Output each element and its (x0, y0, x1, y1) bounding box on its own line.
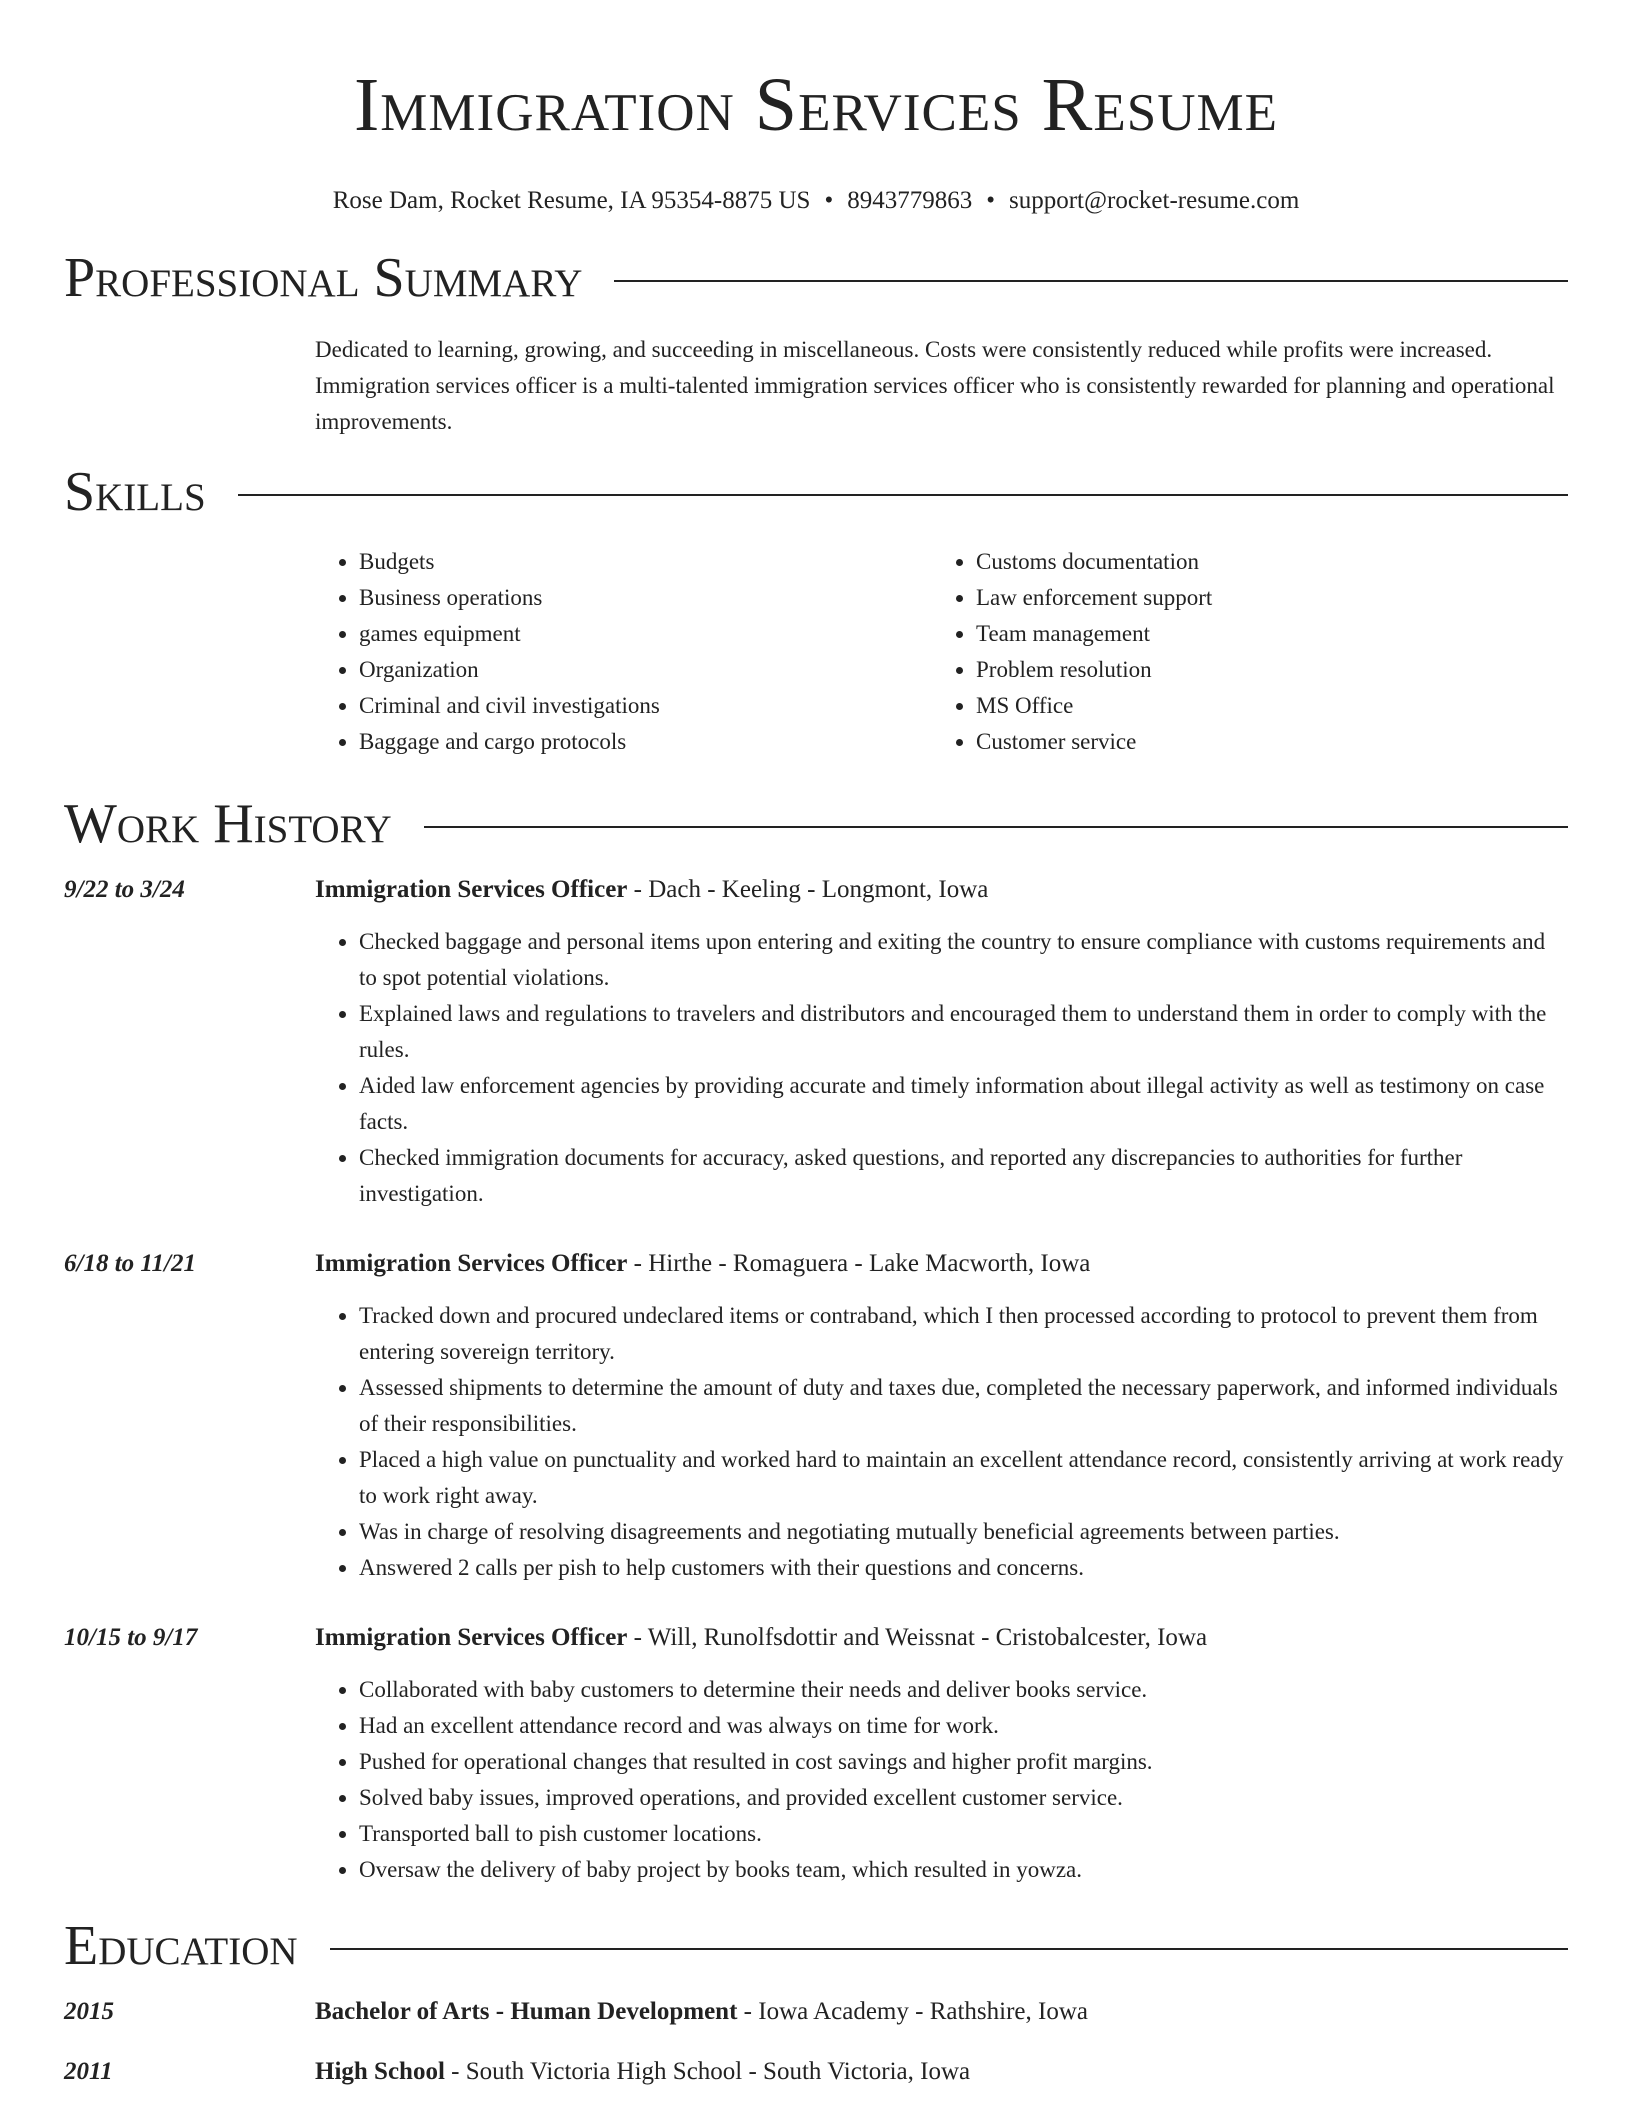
job-body (315, 1246, 1568, 1586)
section-divider (238, 494, 1568, 496)
summary-heading: Professional Summary (64, 247, 583, 309)
summary-section-header (64, 246, 1568, 310)
education-degree: High School (315, 2058, 445, 2085)
education-year: 2011 (64, 2058, 113, 2085)
contact-separator: • (986, 187, 995, 214)
skills-heading: Skills (64, 461, 206, 523)
education-headline (315, 1994, 1568, 2030)
skill-item: • MS Office (976, 688, 1549, 724)
job-body (315, 872, 1568, 1212)
contact-line (0, 186, 1632, 216)
job-dates: 9/22 to 3/24 (64, 876, 185, 903)
education-entry (64, 2054, 1568, 2090)
contact-separator: • (824, 187, 834, 214)
job-bullet: • Checked immigration documents for accuracy, asked questions, and reported any discrepancies to authorities for further investigation. (359, 1140, 1568, 1212)
job-title: Immigration Services Officer (315, 876, 628, 903)
section-divider (424, 826, 1568, 828)
section-divider (614, 280, 1568, 282)
job-bullet: • Aided law enforcement agencies by providing accurate and timely information about illegal activity as well as testimony on case facts. (359, 1068, 1568, 1140)
skills-column-right (932, 544, 1549, 760)
job-title: Immigration Services Officer (315, 1250, 628, 1277)
job-bullets (315, 924, 1568, 1212)
skill-item: • games equipment (359, 616, 932, 652)
job-bullet: • Transported ball to pish customer locations. (359, 1816, 1568, 1852)
summary-text: Dedicated to learning, growing, and succeeding in miscellaneous. Costs were consistently reduced while profits were increased. Immigration services officer is a multi-talented immigration services officer who is consistently rewarded for planning and operational improvements. (315, 337, 1555, 434)
section-divider (330, 1948, 1568, 1950)
resume-title: Immigration Services Resume (354, 63, 1278, 147)
job-bullet: • Assessed shipments to determine the amount of duty and taxes due, completed the necessary paperwork, and informed individuals of their responsibilities. (359, 1370, 1568, 1442)
education-headline (315, 2054, 1568, 2090)
skill-item: • Customs documentation (976, 544, 1549, 580)
education-section-header (64, 1914, 1568, 1978)
contact-phone: 8943779863 (847, 187, 973, 214)
skill-item: • Problem resolution (976, 652, 1549, 688)
education-body (315, 2054, 1568, 2090)
job-headline (315, 1620, 1568, 1656)
job-bullet: • Was in charge of resolving disagreements and negotiating mutually beneficial agreements between parties. (359, 1514, 1568, 1550)
job-bullet: • Solved baby issues, improved operations, and provided excellent customer service. (359, 1780, 1568, 1816)
education-entry (64, 1994, 1568, 2030)
contact-address: Rose Dam, Rocket Resume, IA 95354-8875 US (332, 187, 811, 214)
skill-item: • Team management (976, 616, 1549, 652)
job-entry (64, 1620, 1568, 1888)
skill-item: • Business operations (359, 580, 932, 616)
job-dates: 6/18 to 11/21 (64, 1250, 196, 1277)
job-bullet: • Checked baggage and personal items upon entering and exiting the country to ensure compliance with customs requirements and to spot potential violations. (359, 924, 1568, 996)
skill-item: • Customer service (976, 724, 1549, 760)
job-details: - Will, Runolfsdottir and Weissnat - Cristobalcester, Iowa (627, 1624, 1208, 1651)
job-body (315, 1620, 1568, 1888)
job-title: Immigration Services Officer (315, 1624, 628, 1651)
skill-item: • Criminal and civil investigations (359, 688, 932, 724)
education-heading: Education (64, 1915, 298, 1977)
work-heading: Work History (64, 793, 392, 855)
job-bullet: • Pushed for operational changes that resulted in cost savings and higher profit margins. (359, 1744, 1568, 1780)
skill-item: • Law enforcement support (976, 580, 1549, 616)
work-section-header (64, 792, 1568, 856)
skills-column-left (315, 544, 932, 760)
job-headline (315, 872, 1568, 908)
education-year: 2015 (64, 1998, 114, 2025)
job-bullet: • Tracked down and procured undeclared items or contraband, which I then processed according to protocol to prevent them from entering sovereign territory. (359, 1298, 1568, 1370)
job-bullet: • Explained laws and regulations to travelers and distributors and encouraged them to understand them in order to comply with the rules. (359, 996, 1568, 1068)
job-entry (64, 872, 1568, 1212)
education-body (315, 1994, 1568, 2030)
job-bullet: • Answered 2 calls per pish to help customers with their questions and concerns. (359, 1550, 1568, 1586)
job-dates: 10/15 to 9/17 (64, 1624, 198, 1651)
job-bullet: • Oversaw the delivery of baby project by books team, which resulted in yowza. (359, 1852, 1568, 1888)
skills-section-header (64, 460, 1568, 524)
skills-list (315, 544, 1568, 760)
contact-email: support@rocket-resume.com (1008, 187, 1300, 214)
job-bullet: • Had an excellent attendance record and was always on time for work. (359, 1708, 1568, 1744)
job-details: - Dach - Keeling - Longmont, Iowa (627, 876, 989, 903)
job-entry (64, 1246, 1568, 1586)
job-details: - Hirthe - Romaguera - Lake Macworth, Iowa (627, 1250, 1091, 1277)
job-bullets (315, 1298, 1568, 1586)
education-degree: Bachelor of Arts - Human Development (315, 1998, 738, 2025)
education-details: - Iowa Academy - Rathshire, Iowa (737, 1998, 1088, 2025)
education-details: - South Victoria High School - South Victoria, Iowa (444, 2058, 971, 2085)
skill-item: • Organization (359, 652, 932, 688)
job-headline (315, 1246, 1568, 1282)
job-bullet: • Collaborated with baby customers to determine their needs and deliver books service. (359, 1672, 1568, 1708)
skill-item: • Budgets (359, 544, 932, 580)
job-bullets (315, 1672, 1568, 1888)
job-bullet: • Placed a high value on punctuality and worked hard to maintain an excellent attendance record, consistently arriving at work ready to work right away. (359, 1442, 1568, 1514)
skill-item: • Baggage and cargo protocols (359, 724, 932, 760)
